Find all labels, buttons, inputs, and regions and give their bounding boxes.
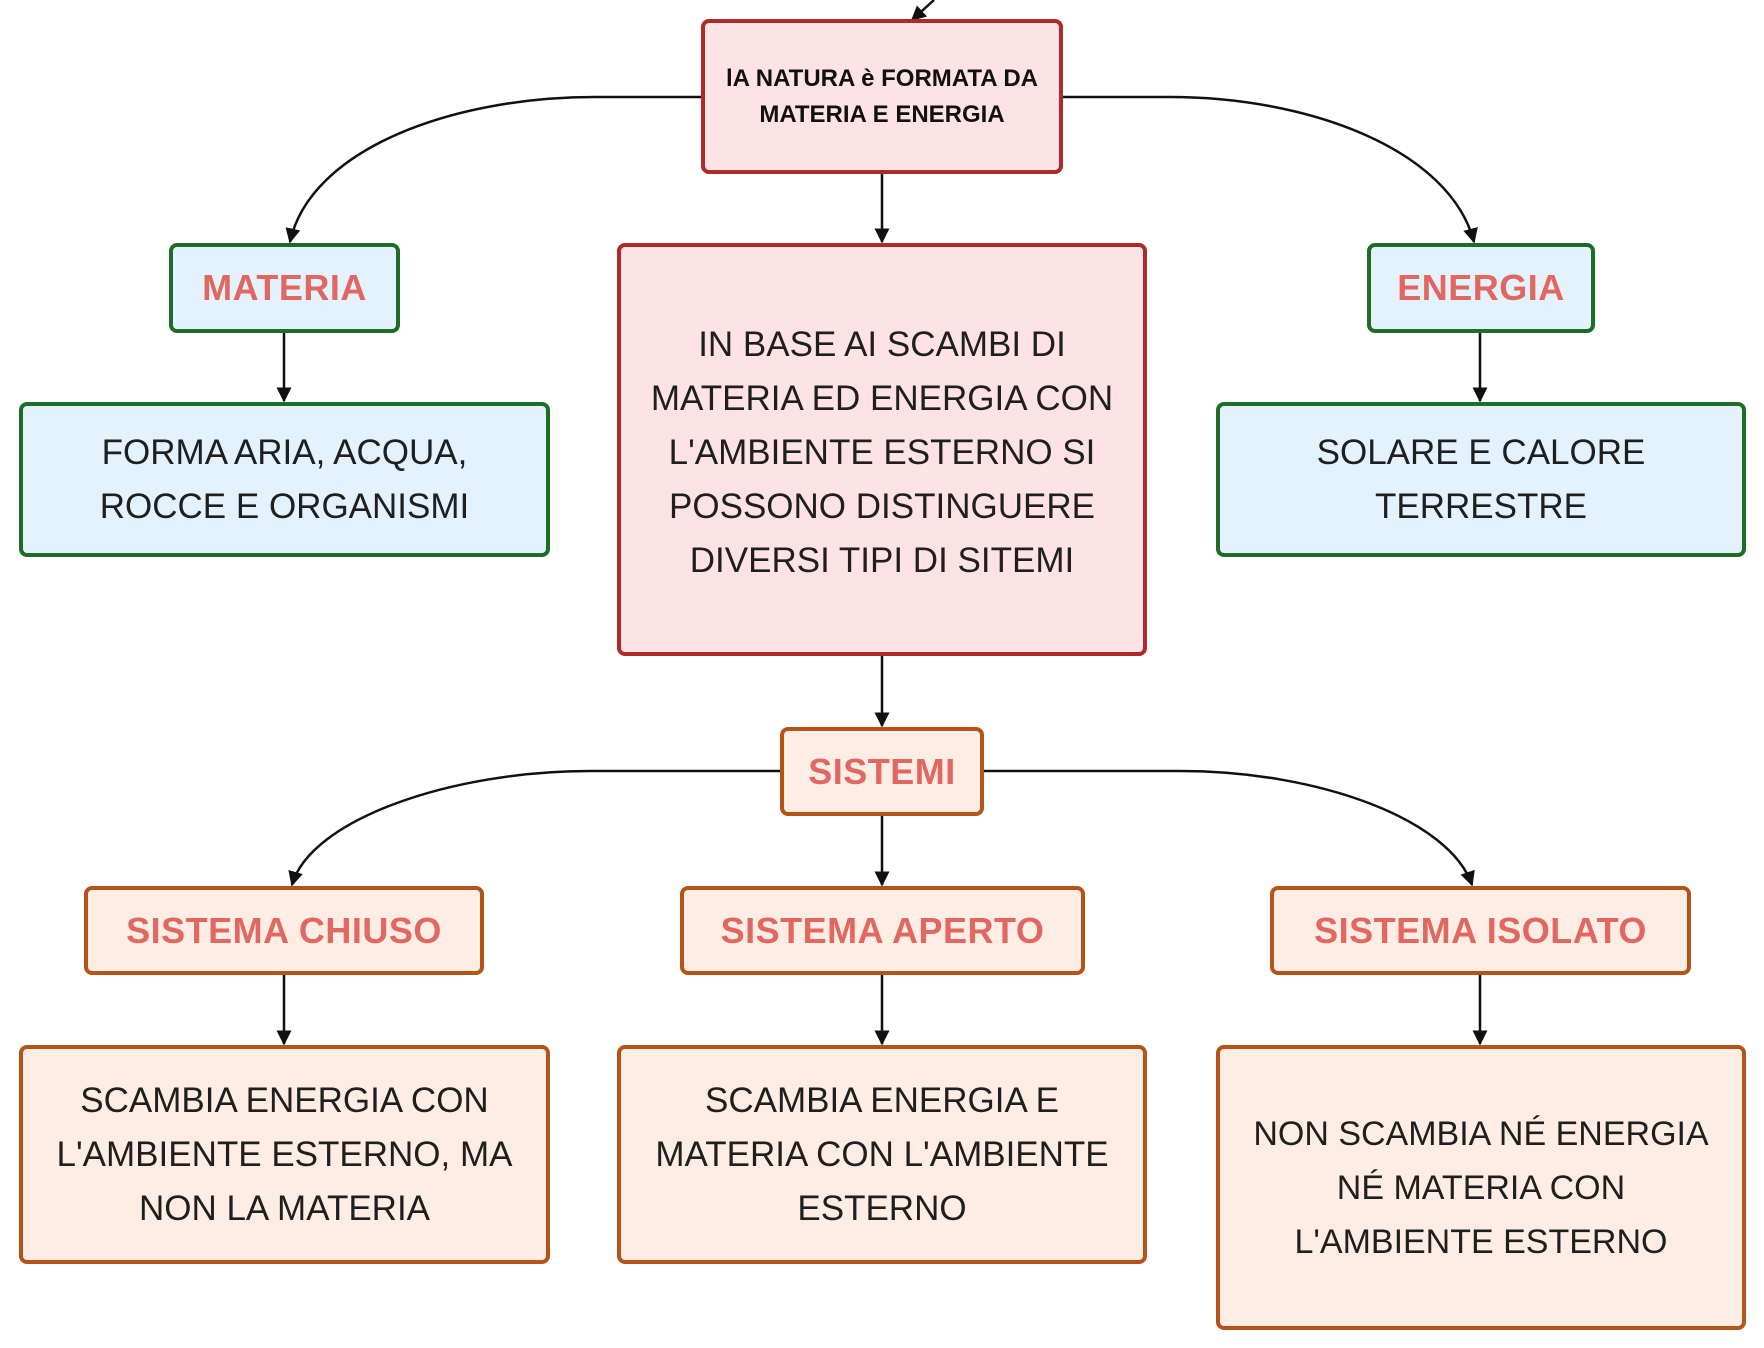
energia-description: SOLARE E CALORE TERRESTRE: [1316, 432, 1646, 526]
center-node: [617, 243, 1147, 656]
sistema-chiuso-description-node: [19, 1045, 550, 1264]
sistema-aperto-description: SCAMBIA ENERGIA E MATERIA CON L'AMBIENTE ESTERNO: [655, 1080, 1109, 1228]
sistemi-node: [780, 727, 984, 816]
connector-sistemi-chiuso: [292, 771, 780, 885]
energia-title: ENERGIA: [1397, 267, 1565, 308]
center-text: IN BASE AI SCAMBI DI MATERIA ED ENERGIA CON L'AMBIENTE ESTERNO SI POSSONO DISTINGUERE DIVERSI TIPI DI SITEMI: [650, 325, 1114, 580]
sistema-chiuso-title: SISTEMA CHIUSO: [126, 909, 442, 951]
sistema-isolato-title: SISTEMA ISOLATO: [1314, 909, 1647, 951]
sistema-chiuso-node: [84, 886, 484, 975]
materia-description-node: [19, 402, 550, 557]
incoming-arrow: [912, 0, 934, 20]
root-node-text: lA NATURA è FORMATA DA MATERIA E ENERGIA: [726, 64, 1038, 128]
sistema-aperto-node: [680, 886, 1085, 975]
materia-description: FORMA ARIA, ACQUA, ROCCE E ORGANISMI: [99, 432, 470, 526]
sistema-chiuso-description: SCAMBIA ENERGIA CON L'AMBIENTE ESTERNO, MA NON LA MATERIA: [56, 1080, 513, 1228]
connector-root-materia: [290, 97, 701, 242]
root-node: [701, 19, 1063, 174]
connector-root-energia: [1063, 97, 1474, 242]
materia-title: MATERIA: [202, 267, 367, 308]
materia-node: [169, 243, 400, 333]
energia-description-node: [1216, 402, 1746, 557]
energia-node: [1367, 243, 1595, 333]
sistema-aperto-description-node: [617, 1045, 1147, 1264]
sistema-aperto-title: SISTEMA APERTO: [720, 909, 1045, 951]
sistemi-title: SISTEMI: [808, 750, 956, 792]
connector-sistemi-isolato: [984, 771, 1472, 885]
sistema-isolato-description-node: [1216, 1045, 1746, 1330]
sistema-isolato-description: NON SCAMBIA NÉ ENERGIA NÉ MATERIA CON L'AMBIENTE ESTERNO: [1253, 1114, 1709, 1261]
sistema-isolato-node: [1270, 886, 1691, 975]
